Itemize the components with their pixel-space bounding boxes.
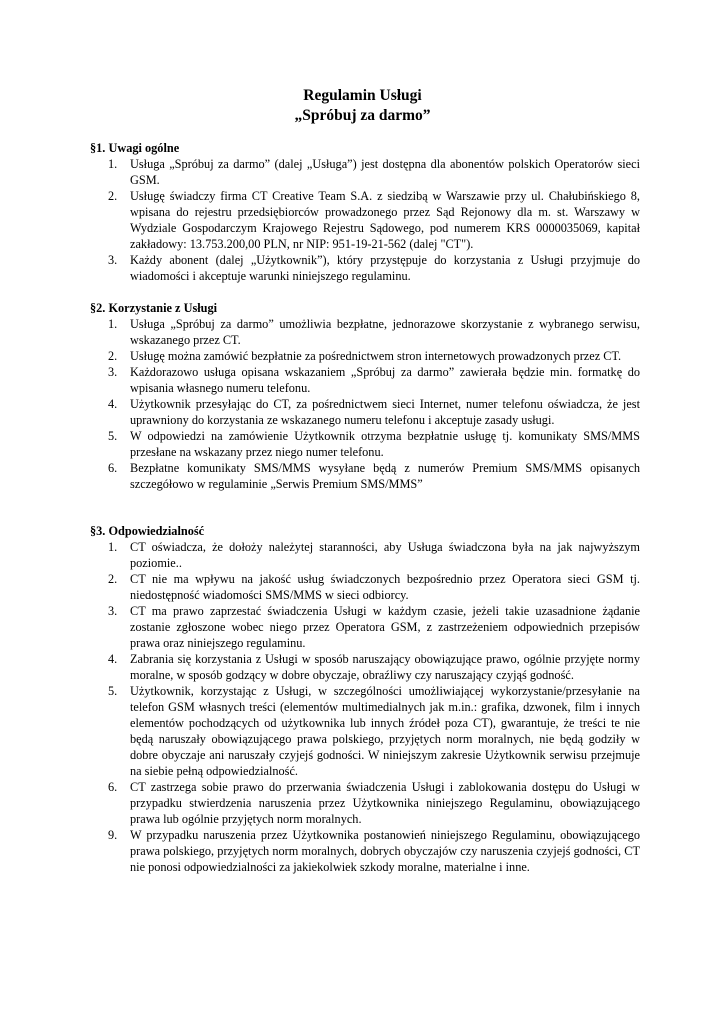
list-item (90, 188, 640, 252)
item-number: 1. (108, 540, 118, 554)
list-item (90, 156, 640, 188)
list-item (90, 348, 640, 364)
item-text: CT zastrzega sobie prawo do przerwania świadczenia Usługi i zablokowania dostępu do Usługi w przypadku stwierdzenia naruszenia przez Użytkownika niniejszego Regulaminu, obowiązującego prawa lub ogólnie przyjętych norm moralnych. (130, 780, 640, 826)
item-text: Zabrania się korzystania z Usługi w sposób naruszający obowiązujące prawo, ogólnie przyjęte normy moralne, w sposób godzący w dobre obyczaje, obraźliwy czy naruszający czyjąś godność. (130, 652, 640, 682)
item-number: 5. (108, 684, 118, 698)
item-number: 4. (108, 397, 118, 411)
item-number: 2. (108, 189, 118, 203)
item-text: Usługa „Spróbuj za darmo” umożliwia bezpłatne, jednorazowe skorzystanie z wybranego serwisu, wskazanego przez CT. (130, 317, 640, 347)
list-item (90, 571, 640, 603)
list-item (90, 779, 640, 827)
item-number: 3. (108, 604, 118, 618)
section-service-usage (90, 300, 640, 492)
item-number: 2. (108, 572, 118, 586)
item-text: Bezpłatne komunikaty SMS/MMS wysyłane będą z numerów Premium SMS/MMS opisanych szczegółowo w regulaminie „Serwis Premium SMS/MMS” (130, 461, 640, 491)
item-number: 2. (108, 349, 118, 363)
item-number: 6. (108, 461, 118, 475)
item-text: Usługę świadczy firma CT Creative Team S.A. z siedzibą w Warszawie przy ul. Chałubińskiego 8, wpisana do rejestru przedsiębiorców prowadzonego przez Sąd Rejonowy dla m. st. Warszawy w Wydziale Gospodarczym Krajowego Rejestru Sądowego, pod numerem KRS 0000035069, kapitał zakładowy: 13.753.200,00 PLN, nr NIP: 951-19-21-562 (dalej "CT"). (130, 189, 640, 251)
item-text: Każdy abonent (dalej „Użytkownik”), który przystępuje do korzystania z Usługi przyjmuje do wiadomości i akceptuje warunki niniejszego regulaminu. (130, 253, 640, 283)
section-heading: §3. Odpowiedzialność (90, 524, 205, 538)
item-text: Użytkownik, korzystając z Usługi, w szczególności umożliwiającej wykorzystanie/przesyłanie na telefon GSM własnych treści (elementów multimedialnych jak m.in.: grafika, dzwonek, film i innych elementów pochodzących od użytkownika lub innych źródeł poza CT), gwarantuje, że treści te nie będą naruszały obowiązującego prawa polskiego, przyjętych norm moralnych, nie będą godziły w dobre obyczaje ani naruszały czyjejś godności. W niniejszym zakresie Użytkownik serwisu przejmuje na siebie pełną odpowiedzialność. (130, 684, 640, 778)
item-number: 4. (108, 652, 118, 666)
item-number: 1. (108, 157, 118, 171)
item-number: 6. (108, 780, 118, 794)
item-text: CT nie ma wpływu na jakość usług świadczonych bezpośrednio przez Operatora sieci GSM tj. niedostępność wiadomości SMS/MMS w sieci odbiorcy. (130, 572, 640, 602)
list-item (90, 316, 640, 348)
item-number: 3. (108, 365, 118, 379)
list-item (90, 683, 640, 779)
item-number: 3. (108, 253, 118, 267)
title-line-2: „Spróbuj za darmo” (294, 107, 431, 124)
title-line-1: Regulamin Usługi (303, 87, 422, 104)
list-item (90, 252, 640, 284)
item-number: 5. (108, 429, 118, 443)
list-item (90, 827, 640, 875)
item-number: 1. (108, 317, 118, 331)
section-heading: §2. Korzystanie z Usługi (90, 301, 218, 315)
list-item (90, 396, 640, 428)
list-item (90, 364, 640, 396)
item-text: W odpowiedzi na zamówienie Użytkownik otrzyma bezpłatnie usługę tj. komunikaty SMS/MMS przesłane na wskazany przez niego numer telefonu. (130, 429, 640, 459)
item-text: Każdorazowo usługa opisana wskazaniem „Spróbuj za darmo” zawierała będzie min. formatkę do wpisania własnego numeru telefonu. (130, 365, 640, 395)
list-item (90, 651, 640, 683)
list-item (90, 603, 640, 651)
section-heading: §1. Uwagi ogólne (90, 141, 180, 155)
item-text: Usługa „Spróbuj za darmo” (dalej „Usługa”) jest dostępna dla abonentów polskich Operatorów sieci GSM. (130, 157, 640, 187)
section-item-list (90, 156, 640, 284)
item-text: Użytkownik przesyłając do CT, za pośrednictwem sieci Internet, numer telefonu oświadcza, że jest uprawniony do korzystania ze wskazanego numeru telefonu i akceptuje zasady usługi. (130, 397, 640, 427)
item-text: CT ma prawo zaprzestać świadczenia Usługi w każdym czasie, jeżeli takie uzasadnione żądanie zostanie zgłoszone wobec niego przez Operatora GSM, z zastrzeżeniem odpowiednich przepisów prawa oraz niniejszego regulaminu. (130, 604, 640, 650)
item-text: CT oświadcza, że dołoży należytej staranności, aby Usługa świadczona była na jak najwyższym poziomie.. (130, 540, 640, 570)
section-item-list (90, 539, 640, 875)
section-item-list (90, 316, 640, 492)
document-title (0, 86, 725, 126)
list-item (90, 428, 640, 460)
item-text: W przypadku naruszenia przez Użytkownika postanowień niniejszego Regulaminu, obowiązującego prawa polskiego, przyjętych norm moralnych, dobrych obyczajów czy naruszenia czyjejś godności, CT nie ponosi odpowiedzialności za jakiekolwiek szkody moralne, materialne i inne. (130, 828, 640, 874)
item-number: 9. (108, 828, 118, 842)
document-body (90, 140, 640, 875)
item-text: Usługę można zamówić bezpłatnie za pośrednictwem stron internetowych prowadzonych przez CT. (130, 349, 622, 363)
list-item (90, 539, 640, 571)
list-item (90, 460, 640, 492)
section-general-remarks (90, 140, 640, 284)
section-liability (90, 523, 640, 875)
